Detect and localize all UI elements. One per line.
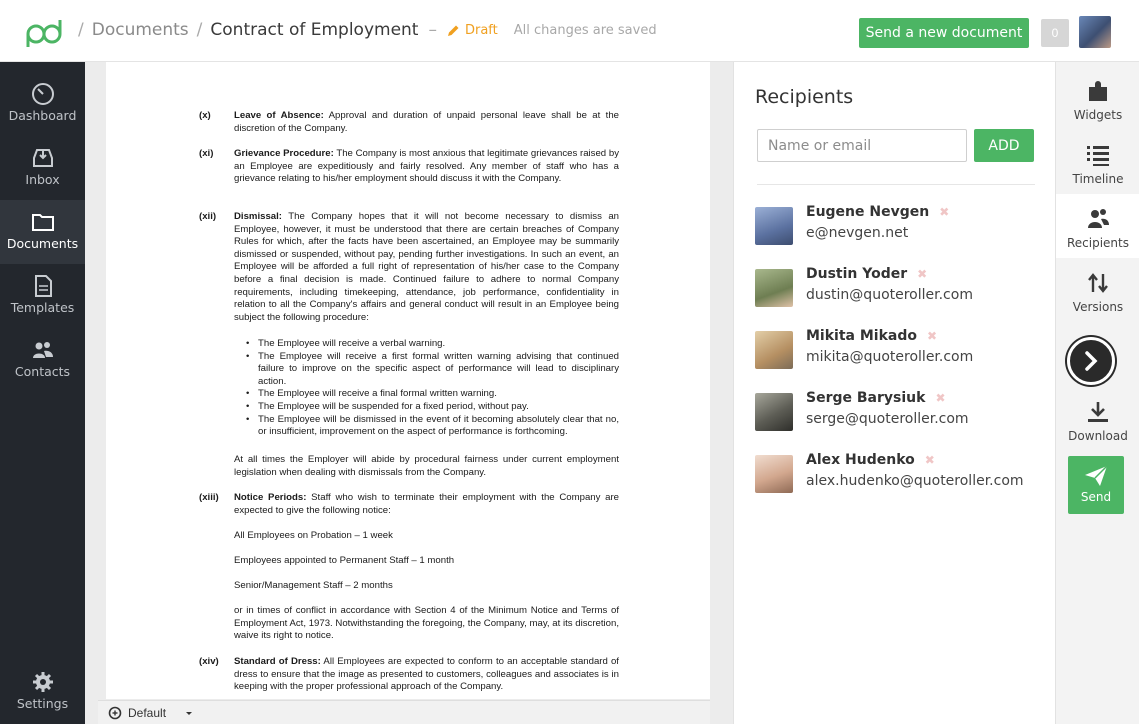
send-new-document-button[interactable]: Send a new document (859, 18, 1029, 48)
chevron-down-icon (184, 708, 194, 718)
recipient-name: Mikita Mikado (806, 328, 917, 344)
clause-heading: Notice Periods: (234, 492, 307, 503)
zoom-selector[interactable] (98, 700, 710, 724)
clause-heading: Standard of Dress: (234, 656, 321, 667)
clause-number: (xii) (199, 211, 217, 222)
right-rail (1055, 62, 1139, 724)
clause-number: (xiii) (199, 492, 219, 503)
document-page[interactable] (106, 62, 710, 699)
sidebar-item-label: Contacts (14, 364, 71, 379)
title-dash: – (428, 20, 437, 40)
clause-body (234, 656, 619, 694)
notice-line: or in times of conflict in accordance with Section 4 of the Minimum Notice and Terms of Employment Act, 1973. Notwithstanding the foregoing, the Company, may, at its discretion, waive its right to notice. (234, 605, 619, 642)
clause-heading: Grievance Procedure: (234, 148, 334, 159)
breadcrumb-documents[interactable]: Documents (91, 20, 189, 40)
zoom-label: Default (128, 705, 167, 720)
recipient-name: Serge Barysiuk (806, 390, 926, 406)
recipient-name: Eugene Nevgen (806, 204, 930, 220)
recipient-email: serge@quoteroller.com (806, 411, 969, 427)
download-icon (1085, 399, 1111, 425)
gauge-icon (31, 82, 55, 106)
sidebar-item-contacts[interactable] (0, 328, 85, 392)
avatar (755, 269, 793, 307)
remove-recipient-icon[interactable]: ✖ (924, 453, 935, 467)
clause-number: (xiv) (199, 656, 219, 667)
list-item: • The Employee will be suspended for a fixed period, without pay. (244, 401, 619, 414)
recipient-email: e@nevgen.net (806, 225, 909, 241)
rail-item-timeline[interactable] (1056, 130, 1139, 194)
recipient-name-row (806, 204, 949, 220)
remove-recipient-icon[interactable]: ✖ (939, 205, 950, 219)
sidebar-item-label: Templates (10, 300, 75, 315)
clause-text: Staff who wish to terminate their employment with the Company are expected to give the following notice: (234, 492, 619, 516)
sidebar-item-templates[interactable] (0, 264, 85, 328)
rail-item-recipients[interactable] (1056, 194, 1139, 258)
breadcrumb-separator: / (196, 20, 203, 40)
sidebar-item-settings[interactable] (0, 660, 85, 724)
send-button[interactable] (1068, 456, 1124, 514)
clause-number: (xi) (199, 148, 214, 159)
sidebar-item-inbox[interactable] (0, 136, 85, 200)
clause-body (234, 492, 619, 517)
add-recipient-button[interactable]: ADD (974, 129, 1034, 162)
procedure-list (244, 338, 619, 439)
zoom-icon (108, 706, 122, 720)
sidebar-item-documents[interactable] (0, 200, 85, 264)
clause-text: The Company hopes that it will not become necessary to dismiss an Employee, however, it must be understood that there are certain breaches of Company Rules for which, after the facts have been ascertained, an Employee may be summarily dismissed or suspended, without pay, pending further investigations. In such an event, an Employee will be afforded a full right of representation of his/her case to the Company before a final decision is made. Continued failure to adhere to normal Company requirements, including timekeeping, attendance, job performance, confidentiality in relation to all the Company's affairs and general conduct will result in an Employee being subject the following procedure: (234, 211, 619, 323)
document-title[interactable]: Contract of Employment (210, 20, 419, 40)
panel-title: Recipients (755, 86, 854, 108)
list-item: • The Employee will receive a first formal written warning advising that continued failure to improve on the specific aspect of performance will lead to disciplinary action. (244, 351, 619, 389)
chevron-right-icon (1070, 340, 1112, 382)
clause-text: All Employees are expected to conform to an acceptable standard of dress to ensure that the image as presented to customers, colleagues and associates is in keeping with the proper professional approach of the Company. (234, 656, 619, 693)
recipient-name-row (806, 328, 937, 344)
inbox-icon (31, 146, 55, 170)
fairness-paragraph: At all times the Employer will abide by procedural fairness under current employment legislation when dealing with dismissals from the Company. (234, 454, 619, 478)
rail-item-download[interactable] (1056, 387, 1139, 451)
main-sidebar (0, 62, 85, 724)
recipient-item[interactable] (755, 452, 1045, 496)
contacts-icon (31, 338, 55, 362)
collapse-panel-button[interactable] (1067, 337, 1115, 385)
clause-body (234, 110, 619, 135)
recipient-name-row (806, 266, 927, 282)
divider (757, 184, 1035, 185)
pencil-icon (447, 24, 460, 37)
clause-text: Approval and duration of unpaid personal leave shall be at the discretion of the Company. (234, 110, 619, 134)
notice-line: Employees appointed to Permanent Staff – 1 month (234, 555, 455, 566)
recipient-email: alex.hudenko@quoteroller.com (806, 473, 1024, 489)
clause-body (234, 148, 619, 186)
list-item: • The Employee will be dismissed in the event of it becoming absolutely clear that no, or insufficient, improvement on the aspect of performance is forthcoming. (244, 414, 619, 439)
avatar (755, 331, 793, 369)
avatar (755, 393, 793, 431)
recipient-item[interactable] (755, 328, 1045, 372)
remove-recipient-icon[interactable]: ✖ (917, 267, 928, 281)
clause-text: The Company is most anxious that legitimate grievances raised by an Employee are expeditiously and fairly resolved. Any member of staff who has a grievance relating to his/her employment should discuss it with the Company. (234, 148, 619, 185)
draft-label: Draft (464, 22, 498, 38)
recipient-email: mikita@quoteroller.com (806, 349, 974, 365)
sidebar-item-label: Dashboard (8, 108, 77, 123)
notice-line: Senior/Management Staff – 2 months (234, 580, 393, 591)
pandadoc-logo[interactable] (26, 16, 62, 48)
recipient-email: dustin@quoteroller.com (806, 287, 973, 303)
notification-badge[interactable]: 0 (1041, 19, 1069, 47)
recipient-item[interactable] (755, 266, 1045, 310)
rail-item-label: Download (1068, 429, 1128, 443)
recipient-name-row (806, 390, 946, 406)
rail-item-label: Timeline (1072, 172, 1124, 186)
rail-item-label: Recipients (1066, 236, 1129, 250)
sidebar-item-label: Inbox (25, 172, 60, 187)
clause-heading: Leave of Absence: (234, 110, 324, 121)
recipient-item[interactable] (755, 204, 1045, 248)
gear-icon (31, 670, 55, 694)
recipients-icon (1085, 206, 1111, 232)
remove-recipient-icon[interactable]: ✖ (935, 391, 946, 405)
timeline-icon (1085, 142, 1111, 168)
avatar (755, 455, 793, 493)
template-icon (31, 274, 55, 298)
rail-item-label: Widgets (1073, 108, 1123, 122)
avatar (755, 207, 793, 245)
clause-number: (x) (199, 110, 211, 121)
recipient-name: Dustin Yoder (806, 266, 908, 282)
save-status: All changes are saved (513, 22, 657, 38)
breadcrumb (70, 20, 657, 40)
paper-plane-icon (1083, 464, 1109, 488)
user-avatar[interactable] (1079, 16, 1111, 48)
list-item: • The Employee will receive a verbal warning. (244, 338, 619, 351)
remove-recipient-icon[interactable]: ✖ (926, 329, 938, 343)
top-bar (0, 0, 1139, 62)
breadcrumb-separator: / (78, 20, 84, 40)
folder-icon (31, 210, 55, 234)
recipient-item[interactable] (755, 390, 1045, 434)
versions-icon (1085, 270, 1111, 296)
recipients-panel (733, 62, 1055, 724)
notice-line: All Employees on Probation – 1 week (234, 530, 393, 541)
rail-item-label: Versions (1072, 300, 1124, 314)
clause-heading: Dismissal: (234, 211, 282, 222)
rail-item-versions[interactable] (1056, 258, 1139, 322)
sidebar-item-label: Documents (6, 236, 79, 251)
list-item: • The Employee will receive a final formal written warning. (244, 388, 619, 401)
recipient-name-row (806, 452, 935, 468)
send-label: Send (1080, 490, 1112, 504)
rail-item-widgets[interactable] (1056, 66, 1139, 130)
clause-body (234, 211, 619, 324)
draft-status (447, 23, 498, 38)
puzzle-icon (1085, 78, 1111, 104)
recipient-name: Alex Hudenko (806, 452, 915, 468)
recipient-search-input[interactable] (757, 129, 967, 162)
sidebar-item-dashboard[interactable] (0, 72, 85, 136)
sidebar-item-label: Settings (16, 696, 69, 711)
